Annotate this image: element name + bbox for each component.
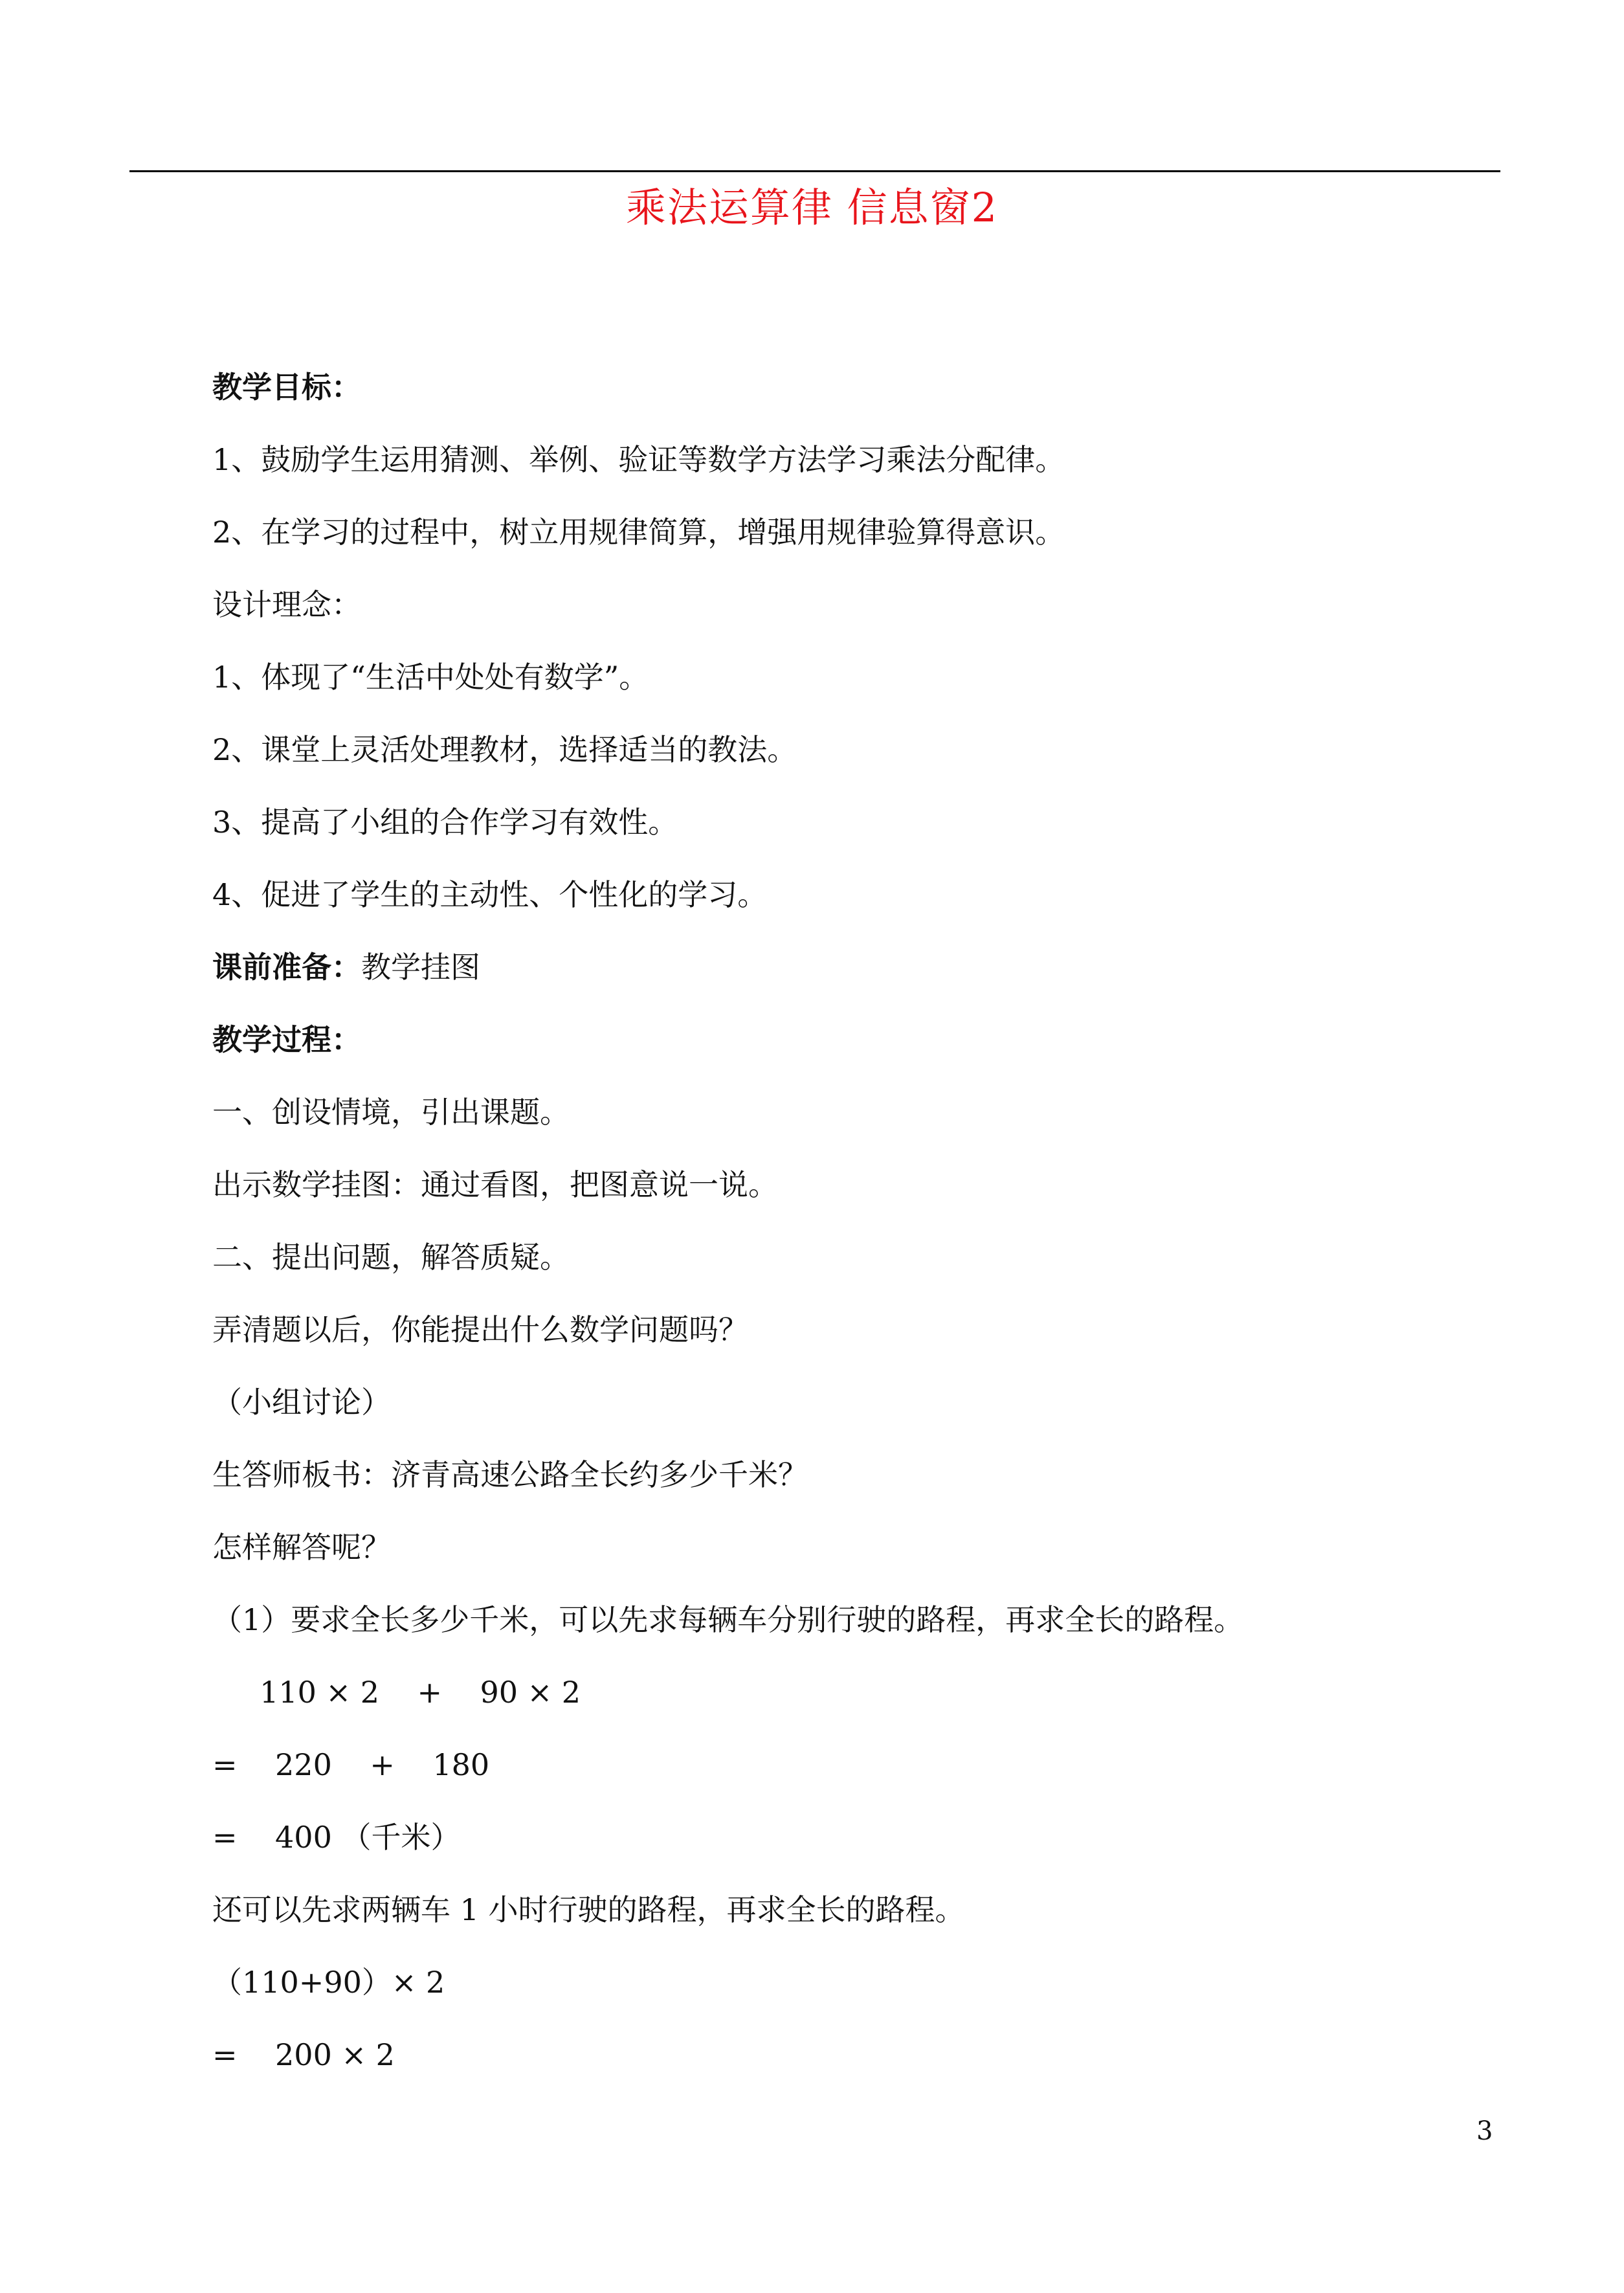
equation-line-3: = 400 （千米） — [212, 1820, 461, 1855]
concept-heading: 设计理念： — [212, 587, 361, 622]
concept-item-2: 2、课堂上灵活处理教材，选择适当的教法。 — [212, 732, 797, 767]
process-line-8: （1）要求全长多少千米，可以先求每辆车分别行驶的路程，再求全长的路程。 — [212, 1602, 1244, 1637]
process-line-2: 出示数学挂图：通过看图，把图意说一说。 — [212, 1167, 778, 1202]
concept-item-3: 3、提高了小组的合作学习有效性。 — [212, 805, 678, 840]
equation-line-1: 110 × 2 + 90 × 2 — [212, 1675, 581, 1710]
process-line-7: 怎样解答呢？ — [212, 1530, 391, 1565]
equation-line-5: = 200 × 2 — [212, 2037, 395, 2072]
process-line-9: 还可以先求两辆车 1 小时行驶的路程，再求全长的路程。 — [212, 1892, 965, 1927]
prep-line — [212, 948, 480, 987]
page-title: 乘法运算律 信息窗2 — [625, 184, 999, 231]
process-heading: 教学过程： — [212, 1022, 361, 1057]
equation-line-4: （110+90）× 2 — [212, 1965, 445, 2000]
goal-item-2: 2、在学习的过程中，树立用规律简算，增强用规律验算得意识。 — [212, 515, 1065, 550]
process-line-4: 弄清题以后，你能提出什么数学问题吗？ — [212, 1312, 748, 1347]
goals-heading: 教学目标： — [212, 370, 361, 405]
process-line-3: 二、提出问题，解答质疑。 — [212, 1240, 570, 1275]
goal-item-1: 1、鼓励学生运用猜测、举例、验证等数学方法学习乘法分配律。 — [212, 442, 1065, 477]
page-number: 3 — [1476, 2116, 1493, 2146]
process-line-6: 生答师板书：济青高速公路全长约多少千米？ — [212, 1457, 808, 1492]
process-line-1: 一、创设情境，引出课题。 — [212, 1095, 570, 1130]
concept-item-4: 4、促进了学生的主动性、个性化的学习。 — [212, 877, 768, 912]
concept-item-1: 1、体现了“生活中处处有数学”。 — [212, 660, 649, 695]
process-line-5: （小组讨论） — [212, 1385, 391, 1420]
header-rule — [129, 170, 1500, 172]
prep-label: 课前准备： — [212, 950, 361, 985]
prep-value: 教学挂图 — [361, 950, 480, 985]
equation-line-2: = 220 + 180 — [212, 1747, 490, 1782]
